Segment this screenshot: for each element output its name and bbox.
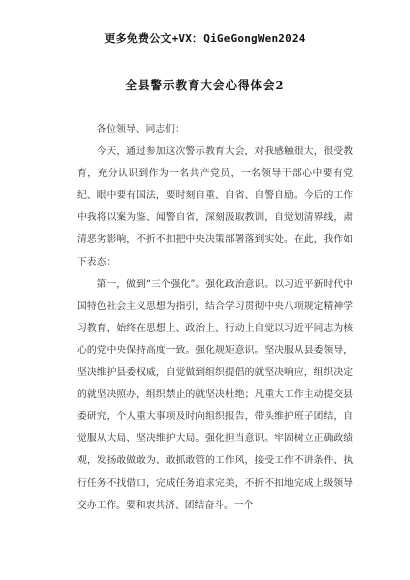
body-paragraph: 今天，通过参加这次警示教育大会，对我感触很大，很受教育，充分认识到作为一名共产党员，一名领导干部心中要有党纪、眼中要有国法，要时刻自重、自省、自警自励。今后的工作中我将以案为鉴、闻警自省，深刻汲取教训，自觉划清界线，肃清恶劣影响，不折不扣把中央决策部署落到实处。在此，我作如下表态： xyxy=(77,146,353,268)
document-body xyxy=(77,119,353,517)
document-title: 全县警示教育大会心得体会2 xyxy=(125,78,285,92)
salutation: 各位领导、同志们： xyxy=(96,124,185,135)
promo-header: 更多免费公文+VX：QiGeGongWen2024 xyxy=(104,32,306,45)
body-paragraph: 第一，做到“三个强化”。强化政治意识。以习近平新时代中国特色社会主义思想为指引，结合学习贯彻中央八项规定精神学习教育，始终在思想上、政治上、行动上自觉以习近平同志为核心的党中央保持高度一致。强化规矩意识。坚决服从县委领导，坚决维护县委权威，自觉做到组织提倡的就坚决响应，组织决定的就坚决照办，组织禁止的就坚决杜绝；凡重大工作主动提交县委研究，个人重大事项及时向组织报告，带头维护班子团结，自觉服从大局、坚决维护大局。强化担当意识。牢固树立正确政绩观，发扬敢做敢为、敢抓敢管的工作风，接受工作不讲条件、执行任务不找借口，完成任务追求完美，不折不扣地完成上级领导交办工作。要和衷共济、团结奋斗。一个 xyxy=(77,278,353,511)
